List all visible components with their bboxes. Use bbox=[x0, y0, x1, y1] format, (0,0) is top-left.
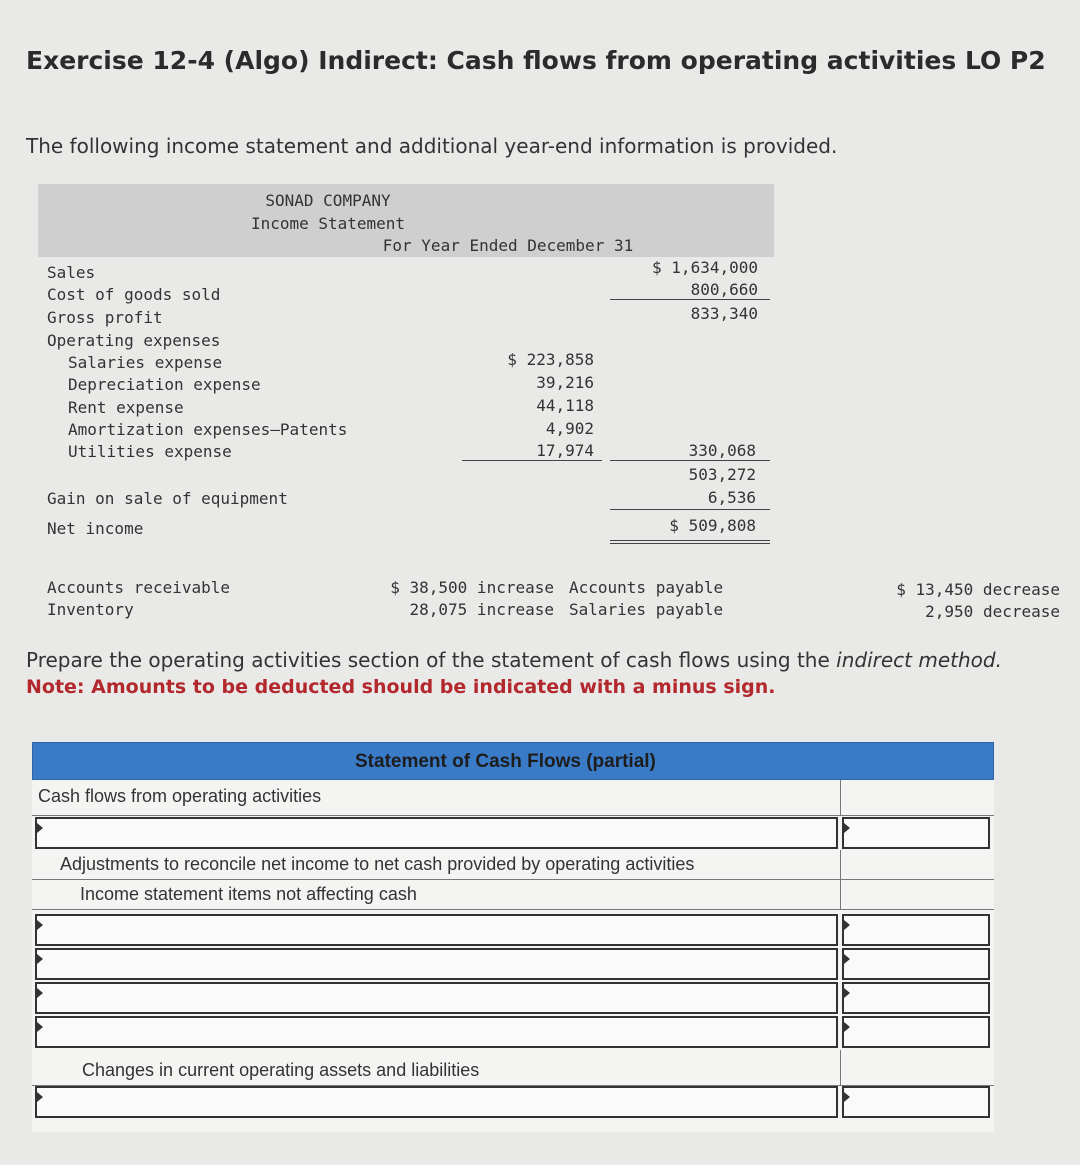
exercise-title: Exercise 12-4 (Algo) Indirect: Cash flows from operating activities LO P2 bbox=[26, 46, 1046, 75]
column-divider bbox=[840, 850, 841, 879]
gain-value: 6,536 bbox=[707, 488, 756, 507]
line-item-select[interactable] bbox=[35, 817, 838, 849]
indirect-method-text: indirect method. bbox=[836, 648, 1002, 672]
column-divider bbox=[840, 1050, 841, 1085]
cash-flow-worksheet bbox=[32, 742, 994, 1132]
column-divider bbox=[840, 780, 841, 815]
company-name: SONAD COMPANY bbox=[265, 191, 391, 210]
info-value: $ 38,500 increase bbox=[390, 578, 554, 597]
income-statement-header bbox=[38, 184, 774, 257]
total-opex-underline bbox=[610, 460, 770, 461]
adjustments-label: Adjustments to reconcile net income to net cash provided by operating activities bbox=[60, 854, 695, 874]
info-label: Inventory bbox=[47, 600, 134, 619]
dropdown-caret-icon bbox=[37, 988, 43, 998]
cogs-value: 800,660 bbox=[690, 280, 758, 299]
net-income-value: $ 509,808 bbox=[669, 516, 756, 535]
column-divider bbox=[840, 880, 841, 909]
expense-label: Salaries expense bbox=[68, 353, 223, 372]
amount-input[interactable] bbox=[842, 914, 990, 946]
dropdown-caret-icon bbox=[844, 823, 850, 833]
non-cash-label: Income statement items not affecting cash bbox=[80, 884, 417, 904]
cogs-label: Cost of goods sold bbox=[47, 285, 221, 304]
worksheet-title: Statement of Cash Flows (partial) bbox=[355, 751, 656, 772]
input-row bbox=[32, 982, 994, 1016]
subtotal-value: 503,272 bbox=[688, 465, 756, 484]
cogs-underline bbox=[610, 299, 770, 300]
expense-label: Depreciation expense bbox=[68, 375, 261, 394]
input-row bbox=[32, 1086, 994, 1120]
net-income-label: Net income bbox=[47, 519, 144, 538]
net-income-double-underline bbox=[610, 540, 770, 544]
info-value: $ 13,450 decrease bbox=[896, 580, 1060, 599]
intro-text: The following income statement and additional year-end information is provided. bbox=[26, 134, 838, 158]
expense-label: Utilities expense bbox=[68, 442, 232, 461]
changes-label: Changes in current operating assets and liabilities bbox=[82, 1060, 480, 1080]
amount-input[interactable] bbox=[842, 1086, 990, 1118]
input-row bbox=[32, 1016, 994, 1050]
dropdown-caret-icon bbox=[844, 1022, 850, 1032]
expense-label: Rent expense bbox=[68, 398, 184, 417]
dropdown-caret-icon bbox=[37, 920, 43, 930]
amount-input[interactable] bbox=[842, 982, 990, 1014]
non-cash-row bbox=[32, 880, 994, 910]
net-income-row bbox=[32, 816, 994, 850]
statement-period: For Year Ended December 31 bbox=[382, 236, 634, 255]
gross-profit-value: 833,340 bbox=[690, 304, 758, 323]
instructions-text: Prepare the operating activities section of the statement of cash flows using the bbox=[26, 648, 830, 672]
instructions bbox=[26, 648, 1002, 672]
adjustments-row bbox=[32, 850, 994, 880]
line-item-select[interactable] bbox=[35, 948, 838, 980]
dropdown-caret-icon bbox=[844, 954, 850, 964]
expense-value: 17,974 bbox=[536, 441, 594, 460]
sales-value: $ 1,634,000 bbox=[652, 258, 758, 277]
line-item-select[interactable] bbox=[35, 1016, 838, 1048]
amount-input[interactable] bbox=[842, 817, 990, 849]
gain-label: Gain on sale of equipment bbox=[47, 489, 288, 508]
deduction-note: Note: Amounts to be deducted should be indicated with a minus sign. bbox=[26, 676, 776, 698]
total-opex-value: 330,068 bbox=[688, 441, 756, 460]
expense-value: 44,118 bbox=[536, 396, 594, 415]
line-item-select[interactable] bbox=[35, 1086, 838, 1118]
amount-input[interactable] bbox=[842, 948, 990, 980]
info-label: Accounts receivable bbox=[47, 578, 231, 597]
dropdown-caret-icon bbox=[37, 823, 43, 833]
info-label: Accounts payable bbox=[569, 578, 724, 597]
dropdown-caret-icon bbox=[37, 1092, 43, 1102]
expense-value: $ 223,858 bbox=[507, 350, 594, 369]
worksheet-header bbox=[32, 742, 994, 780]
statement-name: Income Statement bbox=[250, 214, 406, 233]
info-value: 28,075 increase bbox=[409, 600, 554, 619]
expense-label: Amortization expenses–Patents bbox=[68, 420, 348, 439]
input-row bbox=[32, 948, 994, 982]
amount-input[interactable] bbox=[842, 1016, 990, 1048]
section-row bbox=[32, 780, 994, 816]
gain-underline bbox=[610, 509, 770, 510]
expense-value: 4,902 bbox=[545, 419, 594, 438]
section-label: Cash flows from operating activities bbox=[38, 786, 322, 806]
dropdown-caret-icon bbox=[37, 1022, 43, 1032]
gross-profit-label: Gross profit bbox=[47, 308, 163, 327]
changes-row bbox=[32, 1050, 994, 1086]
info-value: 2,950 decrease bbox=[925, 602, 1060, 621]
expenses-underline bbox=[462, 460, 602, 461]
info-label: Salaries payable bbox=[569, 600, 724, 619]
expense-value: 39,216 bbox=[536, 373, 594, 392]
dropdown-caret-icon bbox=[844, 920, 850, 930]
line-item-select[interactable] bbox=[35, 982, 838, 1014]
sales-label: Sales bbox=[47, 263, 96, 282]
dropdown-caret-icon bbox=[844, 988, 850, 998]
input-row bbox=[32, 914, 994, 948]
dropdown-caret-icon bbox=[844, 1092, 850, 1102]
opex-label: Operating expenses bbox=[47, 331, 221, 350]
dropdown-caret-icon bbox=[37, 954, 43, 964]
line-item-select[interactable] bbox=[35, 914, 838, 946]
